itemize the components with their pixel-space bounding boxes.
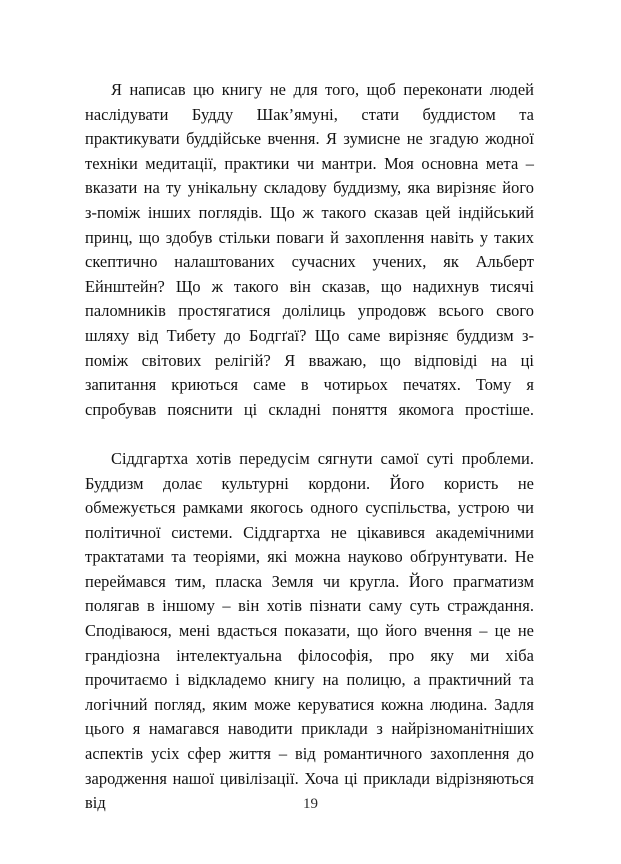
body-paragraph-2: Сіддгартха хотів передусім сягнути самої суті проблеми. Буддизм долає культурні кордони. Його користь не обмежується рамками якогось одного суспільства, устрою чи політичної системи. Сіддгартха не цікавився академічними трактатами та теоріями, які можна науково обґрунтувати. Не переймався тим, пласка Земля чи кругла. Його прагматизм полягав в іншому – він хотів пізнати саму суть страждання. Сподіваюся, мені вдасться показати, що його вчення – це не грандіозна інтелектуальна філософія, про яку ми хіба прочитаємо і відкладемо книгу на полицю, а практичний та логічний погляд, яким може керуватися кожна людина. Задля цього я намагався наводити приклади з найрізноманітніших аспектів усіх сфер життя – від романтичного захоплення до зародження нашої цивілізації. Хоча ці приклади відрізняються від — [85, 448, 534, 813]
page-number: 19 — [303, 796, 318, 812]
body-paragraph-1: Я написав цю книгу не для того, щоб переконати людей наслідувати Будду Шак’ямуні, стати буддистом та практикувати буддійське вчення. Я зумисне не згадую жодної техніки медитації, практики чи мантри. Моя основна мета – вказати на ту унікальну складову буддизму, яка вирізняє його з-поміж інших поглядів. Що ж такого сказав цей індійський принц, що здобув стільки поваги й захоплення навіть у таких скептично налаштованих сучасних учених, як Альберт Ейнштейн? Що ж такого він сказав, що надихнув тисячі паломників простягатися долілиць упродовж всього свого шляху від Тибету до Бодгґаї? Що саме вирізняє буддизм з-поміж світових релігій? Я вважаю, що відповіді на ці запитання криються саме в чотирьох печатях. Тому я спробував пояснити ці складні поняття якомога простіше. — [85, 80, 534, 419]
page-text-block — [85, 78, 534, 840]
